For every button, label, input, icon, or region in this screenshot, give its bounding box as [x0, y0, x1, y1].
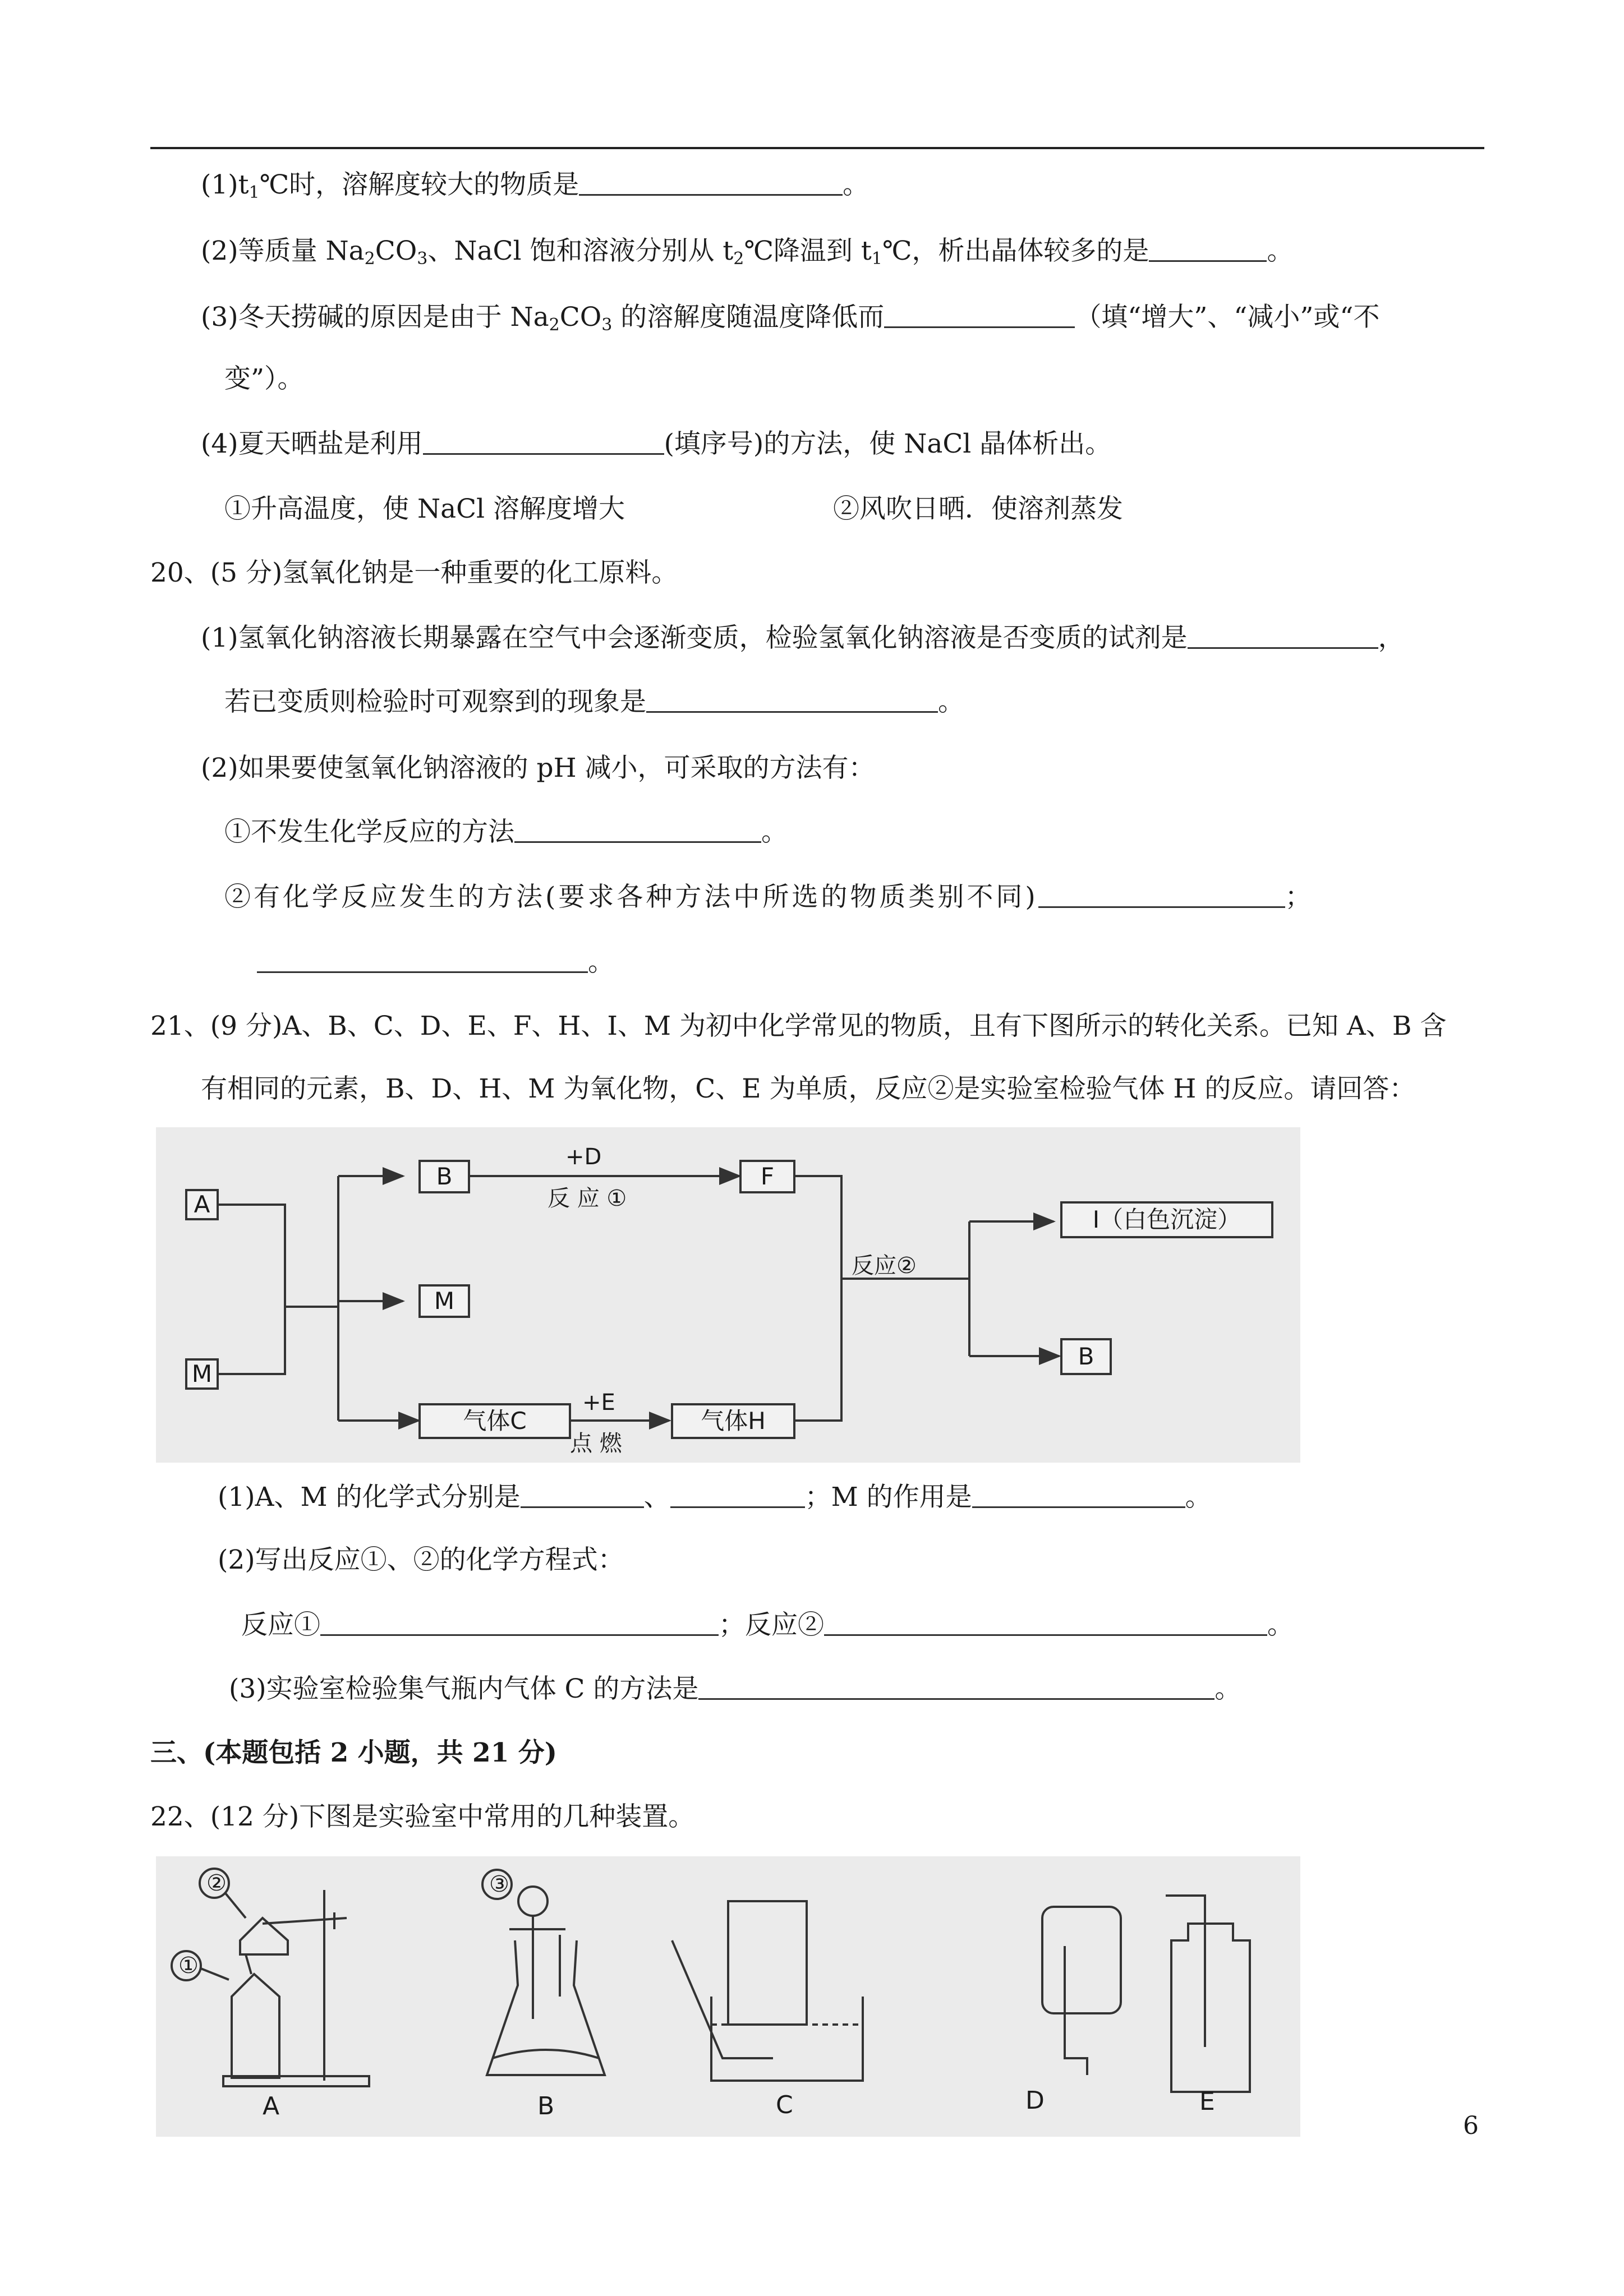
node-gas-c: 气体C	[418, 1403, 571, 1439]
q20-method1: ①不发生化学反应的方法 。	[224, 817, 788, 847]
q20-method2: ②有化学反应发生的方法(要求各种方法中所选的物质类别不同) ；	[224, 882, 1312, 912]
apparatus-e-label: E	[1199, 2087, 1215, 2116]
q21-heading-cont: 有相同的元素，B、D、H、M 为氧化物，C、E 为单质，反应②是实验室检验气体 H 的反应。请回答：	[201, 1073, 1416, 1104]
answer-blank[interactable]	[514, 818, 761, 843]
q19-option2: ②风吹日晒．使溶剂蒸发	[833, 494, 1123, 524]
label-plus-e: +E	[582, 1390, 615, 1416]
apparatus-drawings	[156, 1856, 1300, 2137]
answer-blank[interactable]	[257, 948, 588, 973]
node-a: A	[185, 1189, 219, 1220]
node-i-precipitate: I（白色沉淀）	[1060, 1201, 1273, 1238]
apparatus-b-label: B	[537, 2092, 555, 2120]
q20-method3: 。	[257, 946, 614, 979]
label-reaction-2: 反应②	[852, 1253, 917, 1279]
q20-part1-cont: 若已变质则检验时可观察到的现象是 。	[224, 686, 964, 717]
header-rule	[150, 147, 1484, 149]
answer-blank[interactable]	[521, 1483, 644, 1508]
apparatus-label-3: ③	[489, 1871, 509, 1897]
answer-blank[interactable]	[824, 1611, 1267, 1636]
node-m-left: M	[185, 1358, 219, 1390]
q22-heading: 22、(12 分)下图是实验室中常用的几种装置。	[150, 1801, 695, 1832]
answer-blank[interactable]	[320, 1611, 719, 1636]
q19-part2: (2)等质量 $Na_2CO_3$、NaCl 饱和溶液分别从 $t_2℃$降温到 $t_1℃$，析出晶体较多的是 。	[201, 236, 1294, 269]
answer-blank[interactable]	[423, 430, 664, 455]
apparatus-label-1: ①	[178, 1953, 199, 1979]
page-number: 6	[1463, 2111, 1479, 2140]
node-b: B	[418, 1160, 470, 1193]
node-gas-h: 气体H	[671, 1403, 795, 1439]
node-b-right: B	[1060, 1338, 1112, 1375]
apparatus-c-label: C	[776, 2091, 793, 2119]
node-f: F	[739, 1160, 795, 1193]
node-m-mid: M	[418, 1284, 470, 1318]
q19-part3: (3)冬天捞碱的原因是由于 $Na_2CO_3$ 的溶解度随温度降低而 （填“增大”、“减小”或“不	[201, 302, 1380, 335]
apparatus-d-label: D	[1025, 2086, 1045, 2115]
q19-part3-cont: 变”）。	[224, 363, 304, 394]
q19-part1: $(1)t_1℃$时，溶解度较大的物质是 。	[201, 169, 869, 202]
answer-blank[interactable]	[884, 303, 1075, 328]
lab-apparatus-figure	[156, 1856, 1300, 2137]
q21-heading: 21、(9 分)A、B、C、D、E、F、H、I、M 为初中化学常见的物质，且有下图所示的转化关系。已知 A、B 含	[150, 1011, 1447, 1041]
q19-option1: ①升高温度，使 NaCl 溶解度增大	[224, 494, 625, 524]
answer-blank[interactable]	[972, 1483, 1185, 1508]
section-3-heading: 三、(本题包括 2 小题，共 21 分)	[150, 1737, 558, 1768]
answer-blank[interactable]	[1038, 883, 1285, 908]
q21-part3: (3)实验室检验集气瓶内气体 C 的方法是 。	[229, 1673, 1241, 1704]
q21-part2-equations: 反应① ；反应② 。	[241, 1610, 1294, 1640]
answer-blank[interactable]	[1188, 624, 1378, 649]
q21-part1: (1)A、M 的化学式分别是 、 ；M 的作用是 。	[218, 1482, 1212, 1513]
apparatus-label-2: ②	[206, 1870, 227, 1896]
label-ignite: 点 燃	[570, 1431, 622, 1456]
label-plus-d: +D	[565, 1144, 602, 1170]
answer-blank[interactable]	[646, 688, 938, 713]
answer-blank[interactable]	[698, 1675, 1214, 1700]
apparatus-a-label: A	[263, 2092, 280, 2120]
answer-blank[interactable]	[1149, 237, 1267, 262]
answer-blank[interactable]	[670, 1483, 805, 1508]
q21-part2: (2)写出反应①、②的化学方程式：	[218, 1545, 624, 1575]
label-reaction-1: 反 应 ①	[548, 1186, 627, 1211]
reaction-flow-diagram	[156, 1127, 1300, 1463]
q20-part1: (1)氢氧化钠溶液长期暴露在空气中会逐渐变质，检验氢氧化钠溶液是否变质的试剂是 ，	[201, 623, 1405, 653]
q20-part2: (2)如果要使氢氧化钠溶液的 pH 减小，可采取的方法有：	[201, 753, 875, 783]
q20-heading: 20、(5 分)氢氧化钠是一种重要的化工原料。	[150, 557, 678, 588]
q19-part4: (4)夏天晒盐是利用 (填序号)的方法，使 NaCl 晶体析出。	[201, 428, 1112, 459]
answer-blank[interactable]	[579, 170, 843, 196]
